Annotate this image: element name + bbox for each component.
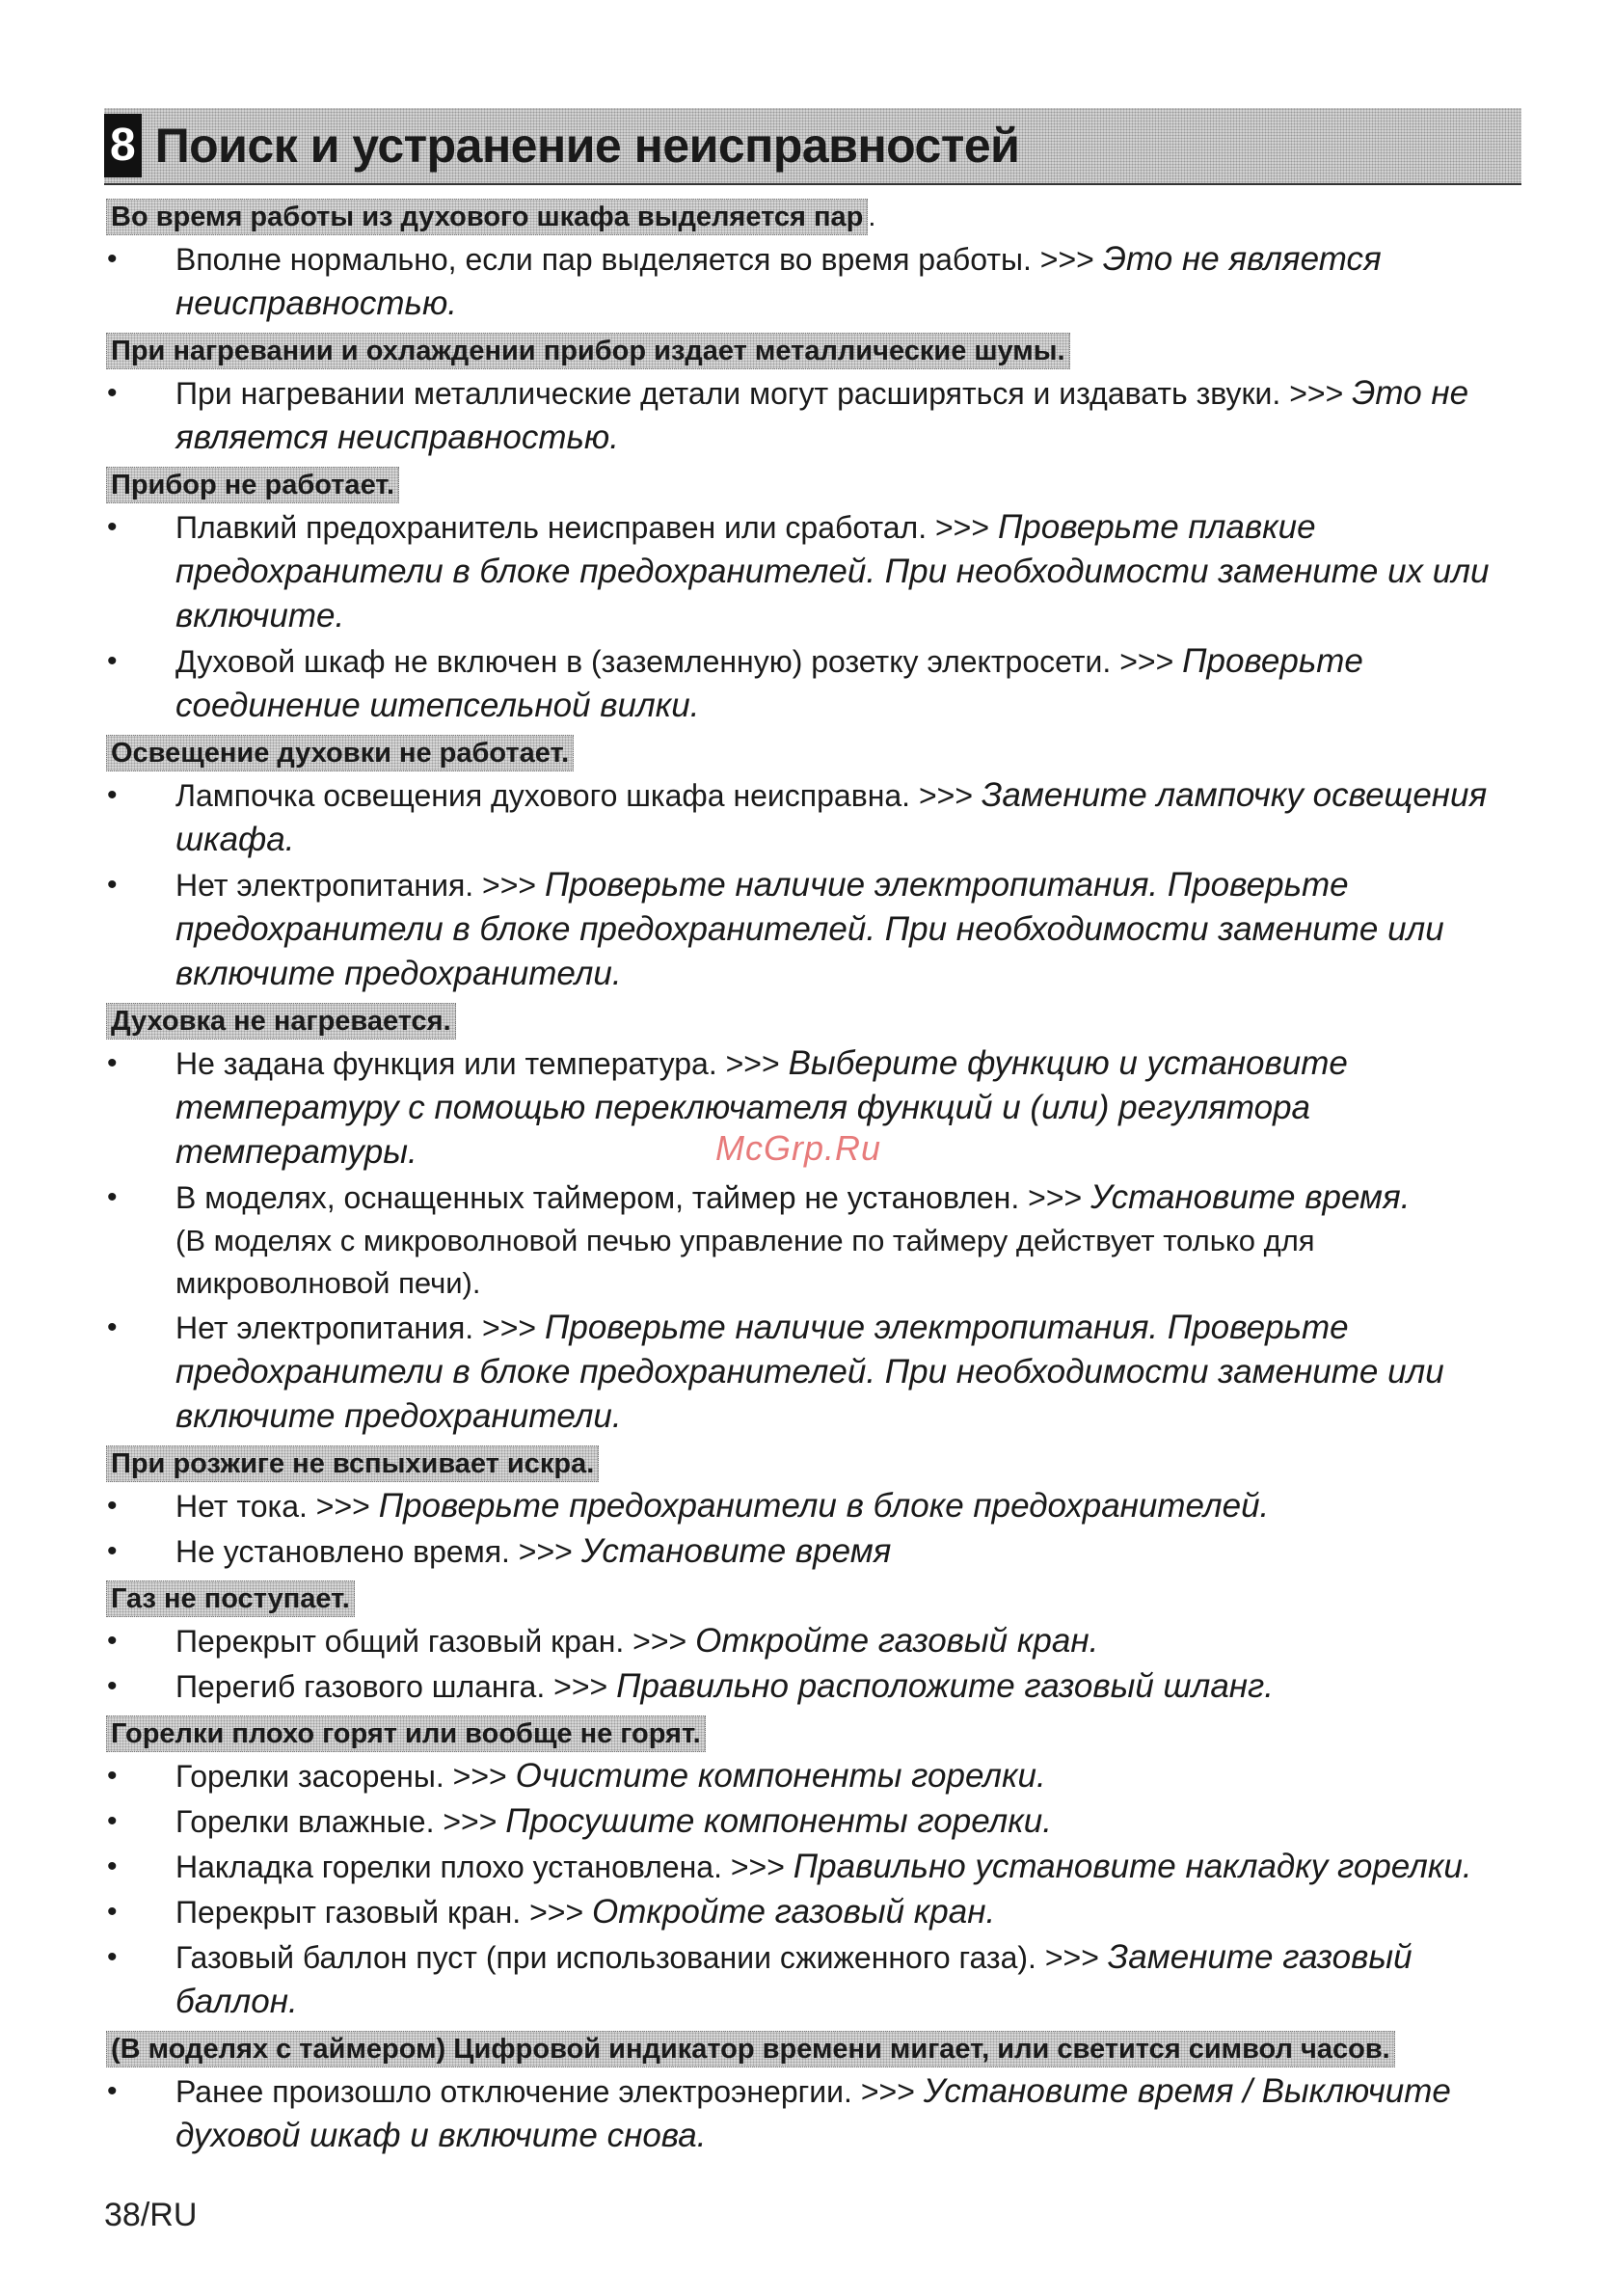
cause-text: Вполне нормально, если пар выделяется во время работы. >>> bbox=[175, 242, 1103, 277]
remedy-text: Проверьте наличие электропитания. Проверьте предохранители в блоке предохранителей. При необходимости замените или включите предохранители. bbox=[175, 866, 1444, 992]
section-heading: Газ не поступает. bbox=[106, 1580, 355, 1617]
bullet-icon: • bbox=[107, 1760, 118, 1792]
cause-text: Газовый баллон пуст (при использовании сжиженного газа). >>> bbox=[175, 1940, 1108, 1975]
item-note: (В моделях с микроволновой печью управление по таймеру действует только для микроволновой печи). bbox=[175, 1224, 1315, 1300]
remedy-text: Установите время bbox=[580, 1532, 892, 1570]
remedy-text: Установите время / Выключите духовой шкаф и включите снова. bbox=[175, 2072, 1451, 2154]
cause-text: Горелки влажные. >>> bbox=[175, 1804, 506, 1839]
troubleshooting-list bbox=[104, 193, 1521, 2159]
list-item bbox=[104, 1175, 1521, 1305]
section-heading-row bbox=[104, 2025, 1521, 2069]
page-title: Поиск и устранение неисправностей bbox=[154, 119, 1020, 173]
section-heading: Прибор не работает. bbox=[106, 467, 399, 503]
cause-text: Нет тока. >>> bbox=[175, 1489, 379, 1524]
bullet-icon: • bbox=[107, 1850, 118, 1882]
list-item bbox=[104, 1845, 1521, 1889]
section-heading: При нагревании и охлаждении прибор издает металлические шумы. bbox=[106, 333, 1070, 369]
bullet-icon: • bbox=[107, 869, 118, 901]
bullet-icon: • bbox=[107, 779, 118, 811]
section-heading-row bbox=[104, 729, 1521, 773]
bullet-icon: • bbox=[107, 1490, 118, 1522]
list-item bbox=[104, 1484, 1521, 1528]
section-heading: Горелки плохо горят или вообще не горят. bbox=[106, 1715, 706, 1752]
bullet-icon: • bbox=[107, 645, 118, 677]
remedy-text: Проверьте наличие электропитания. Проверьте предохранители в блоке предохранителей. При необходимости замените или включите предохранители. bbox=[175, 1309, 1444, 1435]
watermark: McGrp.Ru bbox=[715, 1128, 882, 1168]
remedy-text: Выберите функцию и установите температуру с помощью переключателя функций и (или) регулятора температуры. bbox=[175, 1044, 1348, 1171]
remedy-text: Это не является неисправностью. bbox=[175, 374, 1469, 456]
section-heading-row bbox=[104, 1710, 1521, 1754]
bullet-icon: • bbox=[107, 1625, 118, 1657]
list-item bbox=[104, 1306, 1521, 1439]
bullet-icon: • bbox=[107, 1311, 118, 1343]
remedy-text: Очистите компоненты горелки. bbox=[515, 1757, 1046, 1795]
remedy-text: Откройте газовый кран. bbox=[592, 1893, 996, 1931]
bullet-icon: • bbox=[107, 1535, 118, 1567]
chapter-number: 8 bbox=[104, 114, 142, 177]
section-heading-row bbox=[104, 997, 1521, 1041]
section-heading-row bbox=[104, 1440, 1521, 1484]
remedy-text: Откройте газовый кран. bbox=[695, 1622, 1099, 1660]
cause-text: Перекрыт газовый кран. >>> bbox=[175, 1895, 593, 1930]
cause-text: Горелки засорены. >>> bbox=[175, 1759, 516, 1794]
cause-text: Перекрыт общий газовый кран. >>> bbox=[175, 1624, 696, 1659]
bullet-icon: • bbox=[107, 511, 118, 543]
bullet-icon: • bbox=[107, 243, 118, 275]
list-item bbox=[104, 371, 1521, 460]
bullet-icon: • bbox=[107, 1896, 118, 1928]
list-item bbox=[104, 863, 1521, 996]
remedy-text: Проверьте плавкие предохранители в блоке предохранителей. При необходимости замените их или включите. bbox=[175, 508, 1490, 635]
cause-text: В моделях, оснащенных таймером, таймер не установлен. >>> bbox=[175, 1180, 1091, 1215]
bullet-icon: • bbox=[107, 377, 118, 409]
cause-text: Не установлено время. >>> bbox=[175, 1534, 581, 1569]
list-item bbox=[104, 505, 1521, 638]
section-heading-row bbox=[104, 193, 1521, 237]
bullet-icon: • bbox=[107, 2075, 118, 2107]
list-item bbox=[104, 237, 1521, 326]
remedy-text: Замените лампочку освещения шкафа. bbox=[175, 776, 1488, 858]
remedy-text: Просушите компоненты горелки. bbox=[505, 1802, 1052, 1840]
bullet-icon: • bbox=[107, 1670, 118, 1702]
list-item bbox=[104, 2069, 1521, 2158]
section-heading-row bbox=[104, 461, 1521, 505]
remedy-text: Замените газовый баллон. bbox=[175, 1938, 1412, 2020]
remedy-text: Правильно расположите газовый шланг. bbox=[616, 1667, 1275, 1705]
list-item bbox=[104, 1619, 1521, 1663]
cause-text: Накладка горелки плохо установлена. >>> bbox=[175, 1850, 794, 1884]
cause-text: Ранее произошло отключение электроэнергии. >>> bbox=[175, 2074, 924, 2109]
list-item bbox=[104, 773, 1521, 862]
cause-text: Перегиб газового шланга. >>> bbox=[175, 1669, 617, 1704]
remedy-text: Это не является неисправностью. bbox=[175, 240, 1382, 322]
cause-text: Не задана функция или температура. >>> bbox=[175, 1046, 789, 1081]
section-heading: (В моделях с таймером) Цифровой индикатор времени мигает, или светится символ часов. bbox=[106, 2031, 1395, 2067]
section-heading: Духовка не нагревается. bbox=[106, 1003, 456, 1040]
list-item bbox=[104, 1529, 1521, 1574]
list-item bbox=[104, 1664, 1521, 1709]
section-heading-suffix: . bbox=[868, 202, 876, 232]
section-heading: Во время работы из духового шкафа выделяется пар bbox=[106, 199, 868, 235]
cause-text: Духовой шкаф не включен в (заземленную) розетку электросети. >>> bbox=[175, 644, 1183, 679]
list-item bbox=[104, 639, 1521, 728]
section-heading-row bbox=[104, 327, 1521, 371]
remedy-text: Правильно установите накладку горелки. bbox=[793, 1848, 1472, 1885]
section-heading: Освещение духовки не работает. bbox=[106, 735, 574, 771]
cause-text: Нет электропитания. >>> bbox=[175, 868, 545, 903]
remedy-text: Проверьте предохранители в блоке предохранителей. bbox=[378, 1487, 1270, 1525]
bullet-icon: • bbox=[107, 1047, 118, 1079]
list-item bbox=[104, 1754, 1521, 1798]
cause-text: Плавкий предохранитель неисправен или сработал. >>> bbox=[175, 510, 998, 545]
cause-text: Лампочка освещения духового шкафа неисправна. >>> bbox=[175, 778, 982, 813]
remedy-text: Проверьте соединение штепсельной вилки. bbox=[175, 642, 1363, 724]
list-item bbox=[104, 1890, 1521, 1934]
section-heading: При розжиге не вспыхивает искра. bbox=[106, 1445, 599, 1482]
cause-text: При нагревании металлические детали могут расширяться и издавать звуки. >>> bbox=[175, 376, 1353, 411]
bullet-icon: • bbox=[107, 1805, 118, 1837]
section-heading-row bbox=[104, 1575, 1521, 1619]
page-number: 38/RU bbox=[104, 2197, 198, 2233]
remedy-text: Установите время. bbox=[1090, 1178, 1411, 1216]
cause-text: Нет электропитания. >>> bbox=[175, 1310, 545, 1345]
list-item bbox=[104, 1799, 1521, 1844]
chapter-header bbox=[104, 108, 1521, 185]
bullet-icon: • bbox=[107, 1941, 118, 1973]
list-item bbox=[104, 1935, 1521, 2024]
bullet-icon: • bbox=[107, 1181, 118, 1213]
